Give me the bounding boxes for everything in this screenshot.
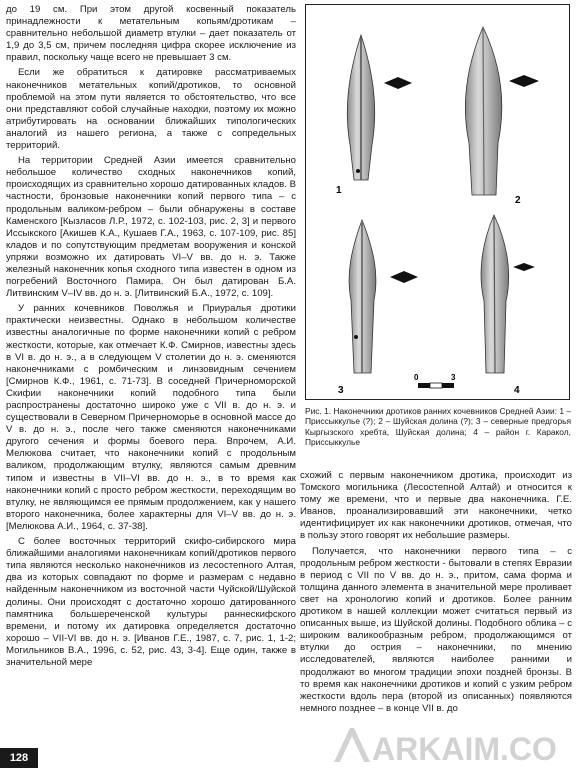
paragraph: Если же обратиться к датировке рассматриваемых наконечников метательных копий/дротиков, то основной проблемой на этом пути является то обстоятельство, что все они представляют собой случайные находки, поэтому их можно атрибутировать на основании ближайших типологических аналогий из нашего региона, а также с сопредельных территорий.	[6, 67, 296, 152]
figure-label-1: 1	[336, 185, 342, 196]
spearhead-4	[481, 215, 535, 373]
cross-section-3	[390, 271, 418, 283]
scale-bar	[418, 383, 454, 388]
paragraph: до 19 см. При этом другой косвенный показатель принадлежности к метательным копьям/дротикам – сравнительно небольшой диаметр втулки – дает показатель от 1,9 до 3,5 см, причем последняя цифра скорее исключение из правил, поскольку чаще всего не превышает 3 см.	[6, 4, 296, 64]
watermark-logo-icon	[334, 728, 370, 762]
figure-label-4: 4	[514, 385, 520, 396]
figure-label-3: 3	[338, 385, 344, 396]
spearheads-drawing	[306, 5, 569, 399]
watermark-text: ARKAIM.CO	[372, 731, 557, 767]
watermark-arkaim	[328, 722, 572, 768]
right-column	[300, 470, 572, 718]
page-number: 128	[0, 748, 38, 768]
paragraph: С более восточных территорий скифо-сибирского мира ближайшими аналогиями наконечникам копий/дротиков первого типа являются несколько наконечников из лесостепного Алтая, два из которых совпадают по форме и размерам с недавно найденным наконечником из восточной части Чуйской/Шуйской долины. Они происходят с достаточно хорошо датированного памятника большереченской культуры раннескифского времени, и потому их датировка определяется достаточно хорошо – VII-VI вв. до н. э. [Иванов Г.Е., 1987, с. 7, рис. 1, 1-2; Могильников В.А., 1996, с. 52, рис. 43, 3-4]. Еще один, также в значительной мере	[6, 536, 296, 668]
spearhead-3	[349, 220, 418, 373]
paragraph: Получается, что наконечники первого типа – с продольным ребром жесткости - бытовали в степях Евразии в период с VII по V вв. до н. э., притом, сама форма и толщина данного элемента в значительной мере проливает свет на хронологию копий и дротиков. Более ранним дротиком в нашей коллекции может считаться первый из описанных выше, из Шуйской долины. Подобного облика – с широким валикообразным ребром, продолжающимся от втулки до острия – наконечники, по мнению исследователей, являются наиболее ранними и продолжают во многом традиции эпохи поздней бронзы. В то время как наконечники дротиков и копий с узким ребром жесткости вдоль пера (второй из описанных) появляются немного позднее – в конце VII в. до	[300, 545, 572, 714]
scale-label-end: 3	[451, 373, 456, 382]
spearhead-1	[347, 35, 412, 180]
paragraph: На территории Средней Азии имеется сравнительно небольшое количество сходных наконечников копий, происходящих из сравнительно хорошо датированных кладов. В частности, бронзовые наконечники копий первого типа – с продольным валиком-ребром – были обнаружены в составе Каменского [Кызласов Л.Р., 1972, с. 102-103, рис. 2, 3] и первого Иссыкского [Акишев К.А., Кушаев Г.А., 1963, с. 107-109, рис. 85] кладов и по сопутствующим предметам вооружения и конской упряжи возможно их датировать VI–V вв. до н. э. Также железный наконечник копья сходного типа известен в одном из погребений Восточного Памира. Он был датирован Б.А. Литвинским V–IV вв. до н. э. [Литвинский Б.А., 1972, с. 109].	[6, 155, 297, 300]
cross-section-1	[384, 77, 412, 89]
paragraph: схожий с первым наконечником дротика, происходит из Томского могильника (Лесостепной Алтай) и относится к тому же времени, что и первые два наконечника. Г.Е. Иванов, проанализировавший эти наконечники, четко идентифицирует их как наконечники дротиков, отмечая, что в пользу этого говорят их небольшие размеры.	[300, 470, 572, 542]
left-column	[6, 4, 296, 672]
cross-section-2	[509, 75, 539, 87]
scale-label-start: 0	[414, 373, 419, 382]
figure-spearheads	[305, 4, 570, 400]
spearhead-2	[465, 27, 539, 195]
paragraph: У ранних кочевников Поволжья и Приуралья дротики практически неизвестны. Однако в небольшом количестве известны аналогичные по форме наконечники копий с ребром жесткости, которые, как отмечает К.Ф. Смирнов, известны здесь в VI в. до н. э., а в следующем V столетии до н. э. сменяются наконечниками с ромбическим и линзовидным сечением [Смирнов К.Ф., 1961, с. 71-73]. В соседней Причерноморской Скифии наконечники копий подобного типа были распространены достаточно широко уже с VII в. до н. э. и существовали в Северном Причерноморье в основной массе до V в. до н. э., после чего также сменяются наконечниками другого сечения и формы боевого пера. Впрочем, А.И. Мелюкова считает, что наконечники копий с продольным валиком, продолжающим втулку, являются самым древним типом и известны в VII–VI вв. до н. э., в то время как наконечники копий с просто ребром жесткости, переходящим во втулку, не являющимся ее прямым продолжением, как у нашего второго наконечника, более характерны для VI–V вв. до н. э. [Мелюкова А.И., 1964, с. 37-38].	[6, 303, 296, 532]
figure-caption: Рис. 1. Наконечники дротиков ранних кочевников Средней Азии: 1 – Приссыккулье (?); 2 – Шуйская долина (?); 3 – северные предгорья Кыргызского хребта, Шуйская долина; 4 – район г. Каракол, Приссыккулье	[305, 406, 571, 447]
figure-label-2: 2	[515, 195, 521, 206]
